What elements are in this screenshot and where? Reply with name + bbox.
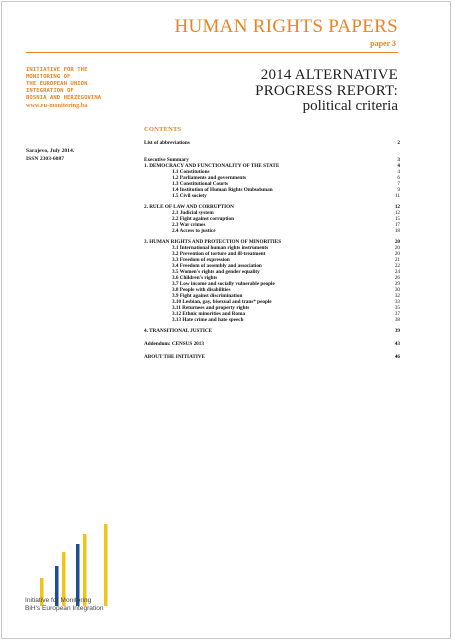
toc-entry-page: 37 xyxy=(394,311,400,317)
toc-entry-title: Addendum: CENSUS 2013 xyxy=(144,341,204,347)
publication-meta xyxy=(26,147,74,164)
report-title-line: 2014 ALTERNATIVE xyxy=(260,67,398,83)
toc-entry-page: 32 xyxy=(394,293,400,299)
toc-entry-page: 26 xyxy=(394,275,400,281)
toc-entry[interactable] xyxy=(144,228,406,235)
toc-entry-page: 3 xyxy=(397,157,400,163)
toc-entry[interactable] xyxy=(144,317,406,324)
toc-entry-page: 21 xyxy=(394,257,400,263)
organization-line: MONITORING OF xyxy=(26,74,71,81)
toc-entry-page: 18 xyxy=(394,228,400,234)
toc-entry-page: 39 xyxy=(394,328,400,334)
toc-entry-title: 1.5 Civil society xyxy=(172,193,207,199)
toc-entry-title: 3.10 Lesbian, gay, bisexual and trans* people xyxy=(172,299,272,305)
organization-name xyxy=(26,67,146,110)
toc-entry[interactable] xyxy=(144,341,406,348)
toc-entry-title: 3.3 Freedom of expression xyxy=(172,257,230,263)
toc-entry-page: 7 xyxy=(397,181,400,187)
toc-entry-title: 2.3 War crimes xyxy=(172,222,206,228)
toc-entry-page: 2 xyxy=(397,140,400,146)
organization-line: INTEGRATION OF xyxy=(26,88,74,95)
logo-caption xyxy=(25,597,104,613)
toc-entry-title: Executive Summary xyxy=(144,157,189,163)
toc-entry-page: 4 xyxy=(397,163,400,169)
document-page xyxy=(1,1,451,639)
series-title: HUMAN RIGHTS PAPERS xyxy=(174,16,398,37)
toc-entry-page: 38 xyxy=(394,317,400,323)
toc-entry-page: 20 xyxy=(394,239,400,245)
toc-entry[interactable] xyxy=(144,328,406,335)
toc-entry-title: ABOUT THE INITIATIVE xyxy=(144,354,206,360)
toc-entry-page: 22 xyxy=(394,263,400,269)
toc-entry-page: 4 xyxy=(397,169,400,175)
toc-entry-title: 3.7 Low income and socially vulnerable people xyxy=(172,281,275,287)
toc-entry-page: 17 xyxy=(394,222,400,228)
toc-entry-title: 4. TRANSITIONAL JUSTICE xyxy=(144,328,213,334)
toc-entry-title: 1.1 Constitutions xyxy=(172,169,210,175)
issn: ISSN 2303-6087 xyxy=(26,156,65,163)
toc-entry-title: 3.12 Ethnic minorities and Roma xyxy=(172,311,246,317)
toc-entry-page: 46 xyxy=(394,354,400,360)
toc-entry[interactable] xyxy=(144,354,406,361)
toc-entry-page: 6 xyxy=(397,175,400,181)
report-title xyxy=(255,68,398,115)
toc-entry-title: 2.2 Fight against corruption xyxy=(172,216,234,222)
contents-heading: CONTENTS xyxy=(144,126,182,133)
toc-entry-page: 33 xyxy=(394,299,400,305)
logo-bar xyxy=(104,524,108,606)
organization-line: BOSNIA AND HERZEGOVINA xyxy=(26,95,102,102)
header-rule xyxy=(26,52,398,53)
logo-caption-line: Initiative for Monitoring xyxy=(25,597,92,604)
toc-entry-title: 3.13 Hate crime and hate speech xyxy=(172,317,244,323)
toc-entry-page: 29 xyxy=(394,281,400,287)
logo-bar xyxy=(83,534,87,606)
toc-entry-title: 1. DEMOCRACY AND FUNCTIONALITY OF THE STATE xyxy=(144,163,280,169)
toc-entry-title: List of abbreviations xyxy=(144,140,190,146)
logo-caption-line: BiH's European Integration xyxy=(25,605,104,612)
toc-entry-title: 1.3 Constitutional Courts xyxy=(172,181,229,187)
report-subtitle: political criteria xyxy=(302,98,398,114)
toc-entry-page: 35 xyxy=(394,305,400,311)
toc-entry-title: 2.4 Access to justice xyxy=(172,228,216,234)
toc-entry-title: 3.6 Children's rights xyxy=(172,275,218,281)
place-date: Sarajevo, July 2014. xyxy=(26,148,75,154)
toc-entry-page: 24 xyxy=(394,269,400,275)
toc-entry-page: 9 xyxy=(397,187,400,193)
toc-entry-page: 15 xyxy=(394,216,400,222)
toc-entry-title: 1.2 Parliaments and governments xyxy=(172,175,247,181)
toc-entry-page: 43 xyxy=(394,341,400,347)
toc-entry-page: 20 xyxy=(394,245,400,251)
organization-line: INITIATIVE FOR THE xyxy=(26,67,88,73)
toc-entry-title: 3.5 Women's rights and gender equality xyxy=(172,269,260,275)
toc-entry-title: 3.9 Fight against discrimination xyxy=(172,293,243,299)
toc-entry-title: 3.1 International human rights instruments xyxy=(172,245,269,251)
toc-entry-page: 12 xyxy=(394,204,400,210)
toc-entry[interactable] xyxy=(144,193,406,200)
toc-entry-title: 3.8 People with disabilities xyxy=(172,287,231,293)
paper-number: paper 3 xyxy=(370,39,396,48)
toc-entry-title: 3. HUMAN RIGHTS AND PROTECTION OF MINORITIES xyxy=(144,239,282,245)
organization-website: www.eu-monitoring.ba xyxy=(26,102,88,110)
toc-entry-title: 2.1 Judicial system xyxy=(172,210,214,216)
toc-entry-page: 30 xyxy=(394,287,400,293)
toc-entry-title: 3.4 Freedom of assembly and association xyxy=(172,263,262,269)
toc-entry-title: 3.2 Prevention of torture and ill-treatment xyxy=(172,251,266,257)
toc-entry-page: 12 xyxy=(394,210,400,216)
organization-line: THE EUROPEAN UNION xyxy=(26,81,88,88)
toc-entry-page: 20 xyxy=(394,251,400,257)
report-title-line: PROGRESS REPORT: xyxy=(255,82,398,99)
toc-entry[interactable] xyxy=(144,140,406,147)
toc-entry-title: 3.11 Returnees and property rights xyxy=(172,305,250,311)
toc-entry-title: 2. RULE OF LAW AND CORRUPTION xyxy=(144,204,234,210)
toc-entry-page: 11 xyxy=(395,193,400,199)
toc-entry-title: 1.4 Institution of Human Rights Ombudsman xyxy=(172,187,273,193)
